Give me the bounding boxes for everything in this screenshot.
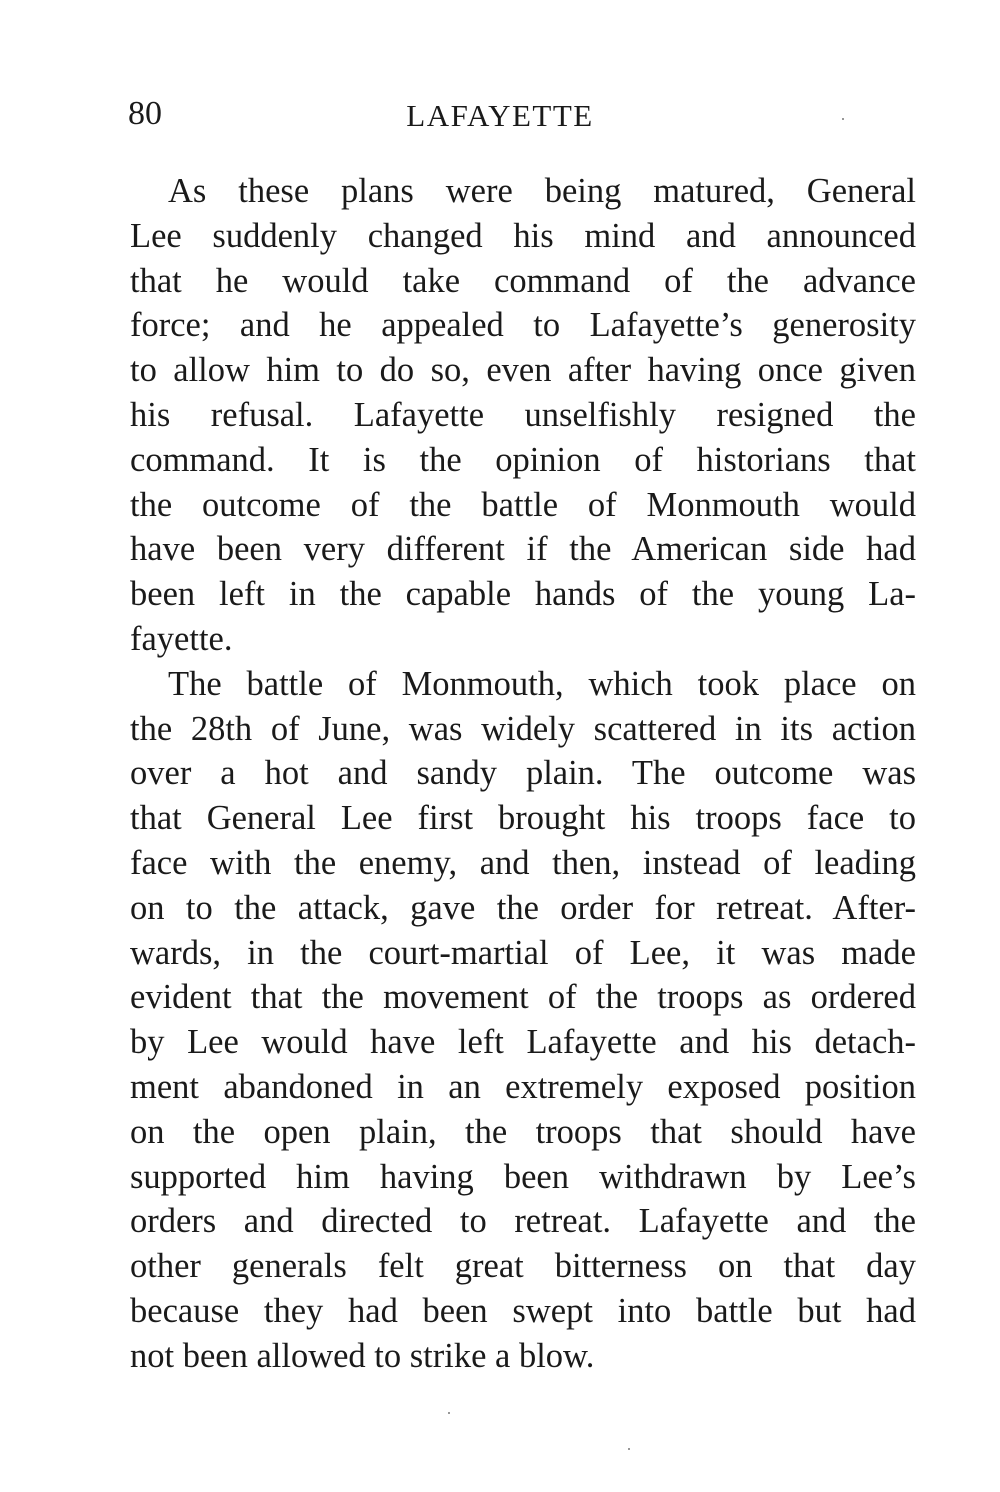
- text-line: on the open plain, the troops that should have: [130, 1112, 916, 1151]
- text-line: by Lee would have left Lafayette and his detach-: [130, 1023, 916, 1062]
- running-title: LAFAYETTE: [406, 98, 594, 133]
- text-line: over a hot and sandy plain. The outcome was: [130, 754, 916, 793]
- text-line: command. It is the opinion of historians that: [130, 440, 916, 479]
- text-line: to allow him to do so, even after having once given: [130, 351, 916, 390]
- text-line: face with the enemy, and then, instead of leading: [130, 843, 916, 882]
- text-line: not been allowed to strike a blow.: [130, 1336, 595, 1375]
- text-line: supported him having been withdrawn by Lee’s: [130, 1157, 916, 1196]
- text-line: other generals felt great bitterness on that day: [130, 1247, 916, 1286]
- text-line: because they had been swept into battle but had: [130, 1291, 916, 1330]
- print-speck: [842, 118, 844, 120]
- text-line: The battle of Monmouth, which took place on: [168, 664, 916, 703]
- text-line: have been very different if the American side had: [130, 530, 916, 569]
- print-speck: [448, 1412, 450, 1414]
- text-line: his refusal. Lafayette unselfishly resigned the: [130, 395, 916, 434]
- paragraph-1: [130, 169, 916, 662]
- text-line: been left in the capable hands of the young La-: [130, 575, 916, 614]
- paragraph-2: [130, 662, 916, 1379]
- body-text: [130, 169, 916, 1379]
- text-line: force; and he appealed to Lafayette’s generosity: [130, 306, 916, 345]
- print-speck: [628, 1448, 630, 1450]
- text-line: Lee suddenly changed his mind and announced: [130, 216, 916, 255]
- text-line: the outcome of the battle of Monmouth would: [130, 485, 916, 524]
- text-line: ment abandoned in an extremely exposed position: [130, 1067, 916, 1106]
- text-line: fayette.: [130, 619, 233, 658]
- text-line: that General Lee first brought his troops face to: [130, 799, 916, 838]
- text-line: on to the attack, gave the order for retreat. After-: [130, 888, 916, 927]
- text-line: orders and directed to retreat. Lafayette and the: [130, 1202, 916, 1241]
- text-line: that he would take command of the advance: [130, 261, 916, 300]
- text-line: the 28th of June, was widely scattered in its action: [130, 709, 916, 748]
- text-line: As these plans were being matured, General: [168, 172, 916, 210]
- text-line: evident that the movement of the troops as ordered: [130, 978, 916, 1017]
- text-line: wards, in the court-martial of Lee, it was made: [130, 933, 916, 972]
- page-number: 80: [128, 95, 162, 132]
